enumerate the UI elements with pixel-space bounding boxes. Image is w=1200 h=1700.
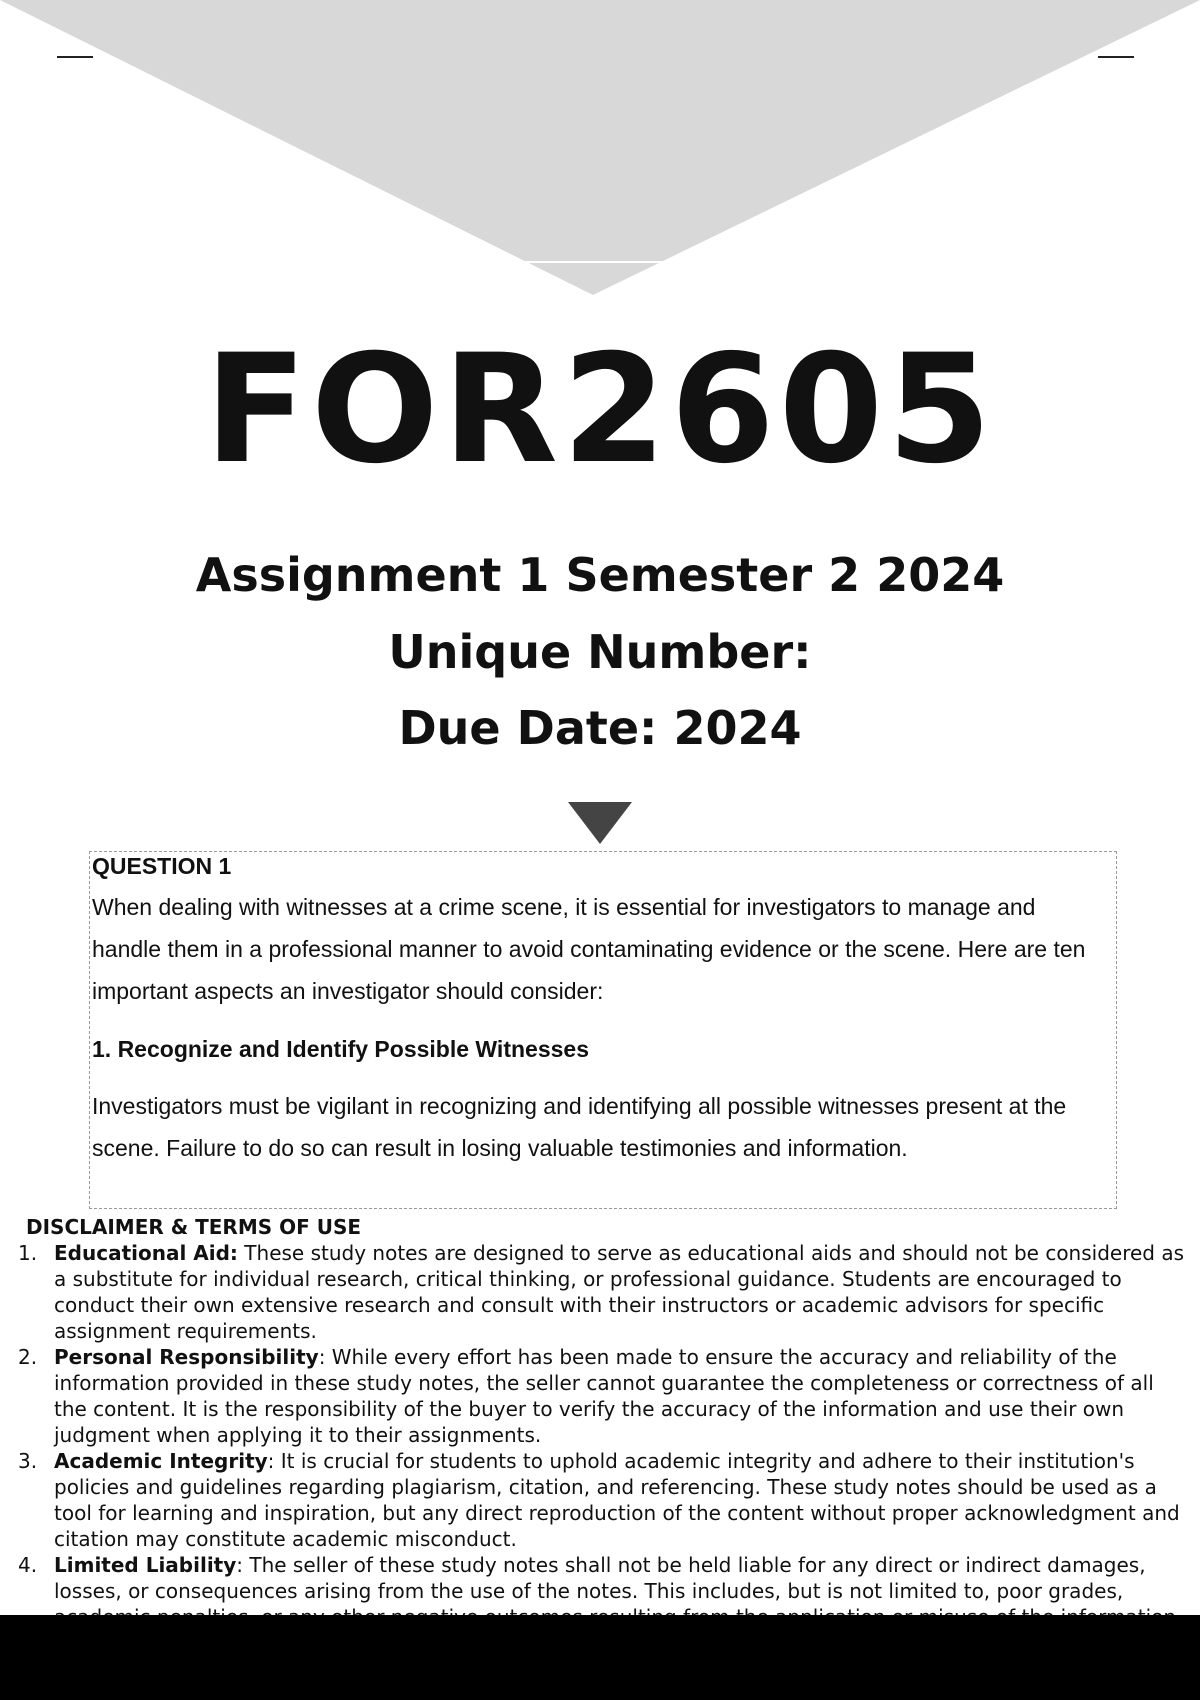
question-heading: QUESTION 1 <box>92 853 232 879</box>
disclaimer-item-term: Academic Integrity <box>54 1449 268 1473</box>
disclaimer-item-term: Limited Liability <box>54 1553 237 1577</box>
corner-rule-left <box>57 56 93 58</box>
question-excerpt-box <box>89 851 1117 1209</box>
corner-rule-right <box>1098 56 1134 58</box>
disclaimer-list <box>0 1240 1200 1630</box>
disclaimer-item-text: : It is crucial for students to uphold academic integrity and adhere to their institution's policies and guidelines regarding plagiarism, citation, and referencing. These study notes should be used as a tool for learning and inspiration, but any direct reproduction of the content without proper acknowledgment and citation may constitute academic misconduct. <box>54 1449 1180 1551</box>
disclaimer-item <box>0 1448 1200 1552</box>
disclaimer-item-text: These study notes are designed to serve as educational aids and should not be considered as a substitute for individual research, critical thinking, or professional guidance. Students are encouraged to conduct their own extensive research and consult with their instructors or academic advisors for specific assignment requirements. <box>54 1241 1185 1343</box>
down-arrow-icon <box>568 802 632 844</box>
disclaimer-title: DISCLAIMER & TERMS OF USE <box>26 1215 362 1239</box>
point-text: Investigators must be vigilant in recognizing and identifying all possible witnesses present at the scene. Failure to do so can result in losing valuable testimonies and information. <box>92 1093 1067 1161</box>
disclaimer-item-text: : While every effort has been made to ensure the accuracy and reliability of the information provided in these study notes, the seller cannot guarantee the completeness or correctness of all the content. It is the responsibility of the buyer to verify the accuracy of the information and use their own judgment when applying it to their assignments. <box>54 1345 1154 1447</box>
due-date-label: Due Date: 2024 <box>398 701 802 755</box>
disclaimer-item-term: Educational Aid: <box>54 1241 238 1265</box>
question-intro: When dealing with witnesses at a crime scene, it is essential for investigators to manage and handle them in a professional manner to avoid contaminating evidence or the scene. Here are ten important aspects an investigator should consider: <box>92 894 1086 1004</box>
cover-chevron-shape <box>0 0 1200 300</box>
unique-number-label: Unique Number: <box>388 625 812 679</box>
assignment-subtitle: Assignment 1 Semester 2 2024 <box>195 548 1005 602</box>
bottom-black-bar <box>0 1615 1200 1700</box>
point-heading: 1. Recognize and Identify Possible Witnesses <box>92 1036 589 1062</box>
disclaimer-item-number: 2. <box>18 1345 38 1369</box>
disclaimer-item-number: 3. <box>18 1449 38 1473</box>
disclaimer-item-number: 1. <box>18 1241 38 1265</box>
disclaimer-item <box>0 1240 1200 1344</box>
disclaimer-item-number: 4. <box>18 1553 38 1577</box>
disclaimer-item-text: : The seller of these study notes shall not be held liable for any direct or indirect damages, losses, or consequences arising from the use of the notes. This includes, but is not limited to, poor grades, <box>54 1553 1146 1603</box>
disclaimer-section <box>0 1214 1200 1630</box>
disclaimer-item-term: Personal Responsibility <box>54 1345 319 1369</box>
course-code-title: FOR2605 <box>204 323 996 497</box>
disclaimer-item <box>0 1344 1200 1448</box>
